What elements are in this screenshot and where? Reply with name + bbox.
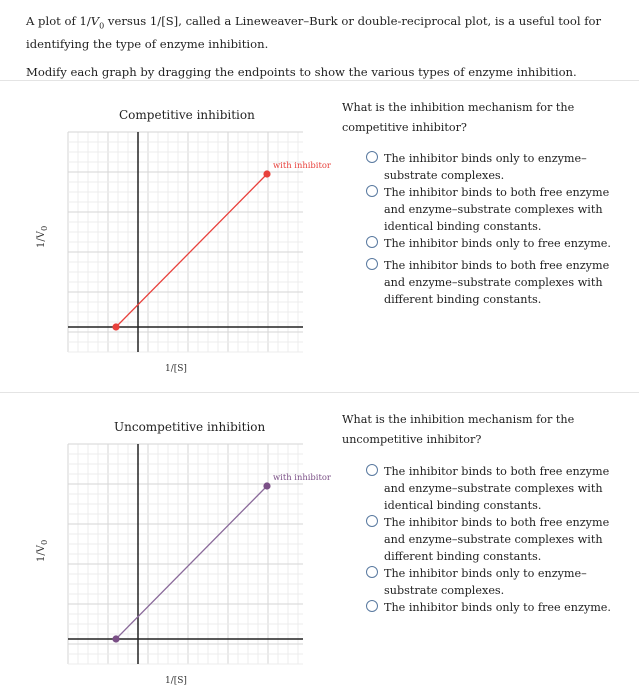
- x-axis-label: 1/[S]: [165, 364, 187, 374]
- intro-line-1: A plot of $1/V_0$ versus 1/[S], called a Lineweaver–Burk or double-reciprocal plot, is a useful tool for identifying the type of enzyme inhibition.: [26, 14, 602, 52]
- answer-option[interactable]: [366, 184, 616, 235]
- radio-button[interactable]: [366, 566, 378, 578]
- option-text: The inhibitor binds to both free enzyme and enzyme–substrate complexes with different binding constants.: [384, 259, 610, 306]
- radio-button[interactable]: [366, 258, 378, 270]
- with-inhibitor-label: with inhibitor: [273, 160, 331, 170]
- line-endpoint-left[interactable]: [112, 635, 119, 642]
- radio-button[interactable]: [366, 236, 378, 248]
- answer-option[interactable]: [366, 235, 616, 252]
- radio-button[interactable]: [366, 464, 378, 476]
- with-inhibitor-label: with inhibitor: [273, 472, 331, 482]
- line-endpoint-right[interactable]: [263, 482, 270, 489]
- radio-button[interactable]: [366, 600, 378, 612]
- graph-title-uncompetitive: Uncompetitive inhibition: [114, 420, 266, 434]
- y-axis-label: $1/V_0$: [36, 539, 49, 562]
- radio-button[interactable]: [366, 185, 378, 197]
- line-endpoint-right[interactable]: [263, 170, 270, 177]
- option-text: The inhibitor binds only to enzyme–substrate complexes.: [384, 152, 587, 182]
- question-prompt: What is the inhibition mechanism for the competitive inhibitor?: [342, 101, 575, 134]
- grid: [68, 444, 303, 664]
- line-endpoint-left[interactable]: [112, 323, 119, 330]
- option-text: The inhibitor binds only to free enzyme.: [384, 237, 611, 250]
- divider: [0, 392, 639, 393]
- answer-option[interactable]: [366, 463, 616, 514]
- option-text: The inhibitor binds to both free enzyme and enzyme–substrate complexes with identical binding constants.: [384, 465, 610, 512]
- y-axis-label: $1/V_0$: [36, 225, 49, 248]
- option-text: The inhibitor binds to both free enzyme and enzyme–substrate complexes with different binding constants.: [384, 516, 610, 563]
- divider: [0, 80, 639, 81]
- graph-title-competitive: Competitive inhibition: [119, 108, 255, 122]
- radio-button[interactable]: [366, 515, 378, 527]
- competitive-plot[interactable]: [68, 132, 303, 352]
- answer-option[interactable]: [366, 565, 616, 599]
- answer-option[interactable]: [366, 257, 616, 308]
- option-text: The inhibitor binds to both free enzyme and enzyme–substrate complexes with identical binding constants.: [384, 186, 610, 233]
- answer-option[interactable]: [366, 150, 616, 184]
- question-prompt: What is the inhibition mechanism for the uncompetitive inhibitor?: [342, 413, 575, 446]
- x-axis-label: 1/[S]: [165, 676, 187, 686]
- answer-option[interactable]: [366, 514, 616, 565]
- option-text: The inhibitor binds only to enzyme–substrate complexes.: [384, 567, 587, 597]
- intro-text: [26, 12, 626, 81]
- grid: [68, 132, 303, 352]
- option-text: The inhibitor binds only to free enzyme.: [384, 601, 611, 614]
- intro-line-2: Modify each graph by dragging the endpoints to show the various types of enzyme inhibition.: [26, 65, 577, 80]
- radio-button[interactable]: [366, 151, 378, 163]
- answer-option[interactable]: [366, 599, 616, 616]
- uncompetitive-plot[interactable]: [68, 444, 303, 664]
